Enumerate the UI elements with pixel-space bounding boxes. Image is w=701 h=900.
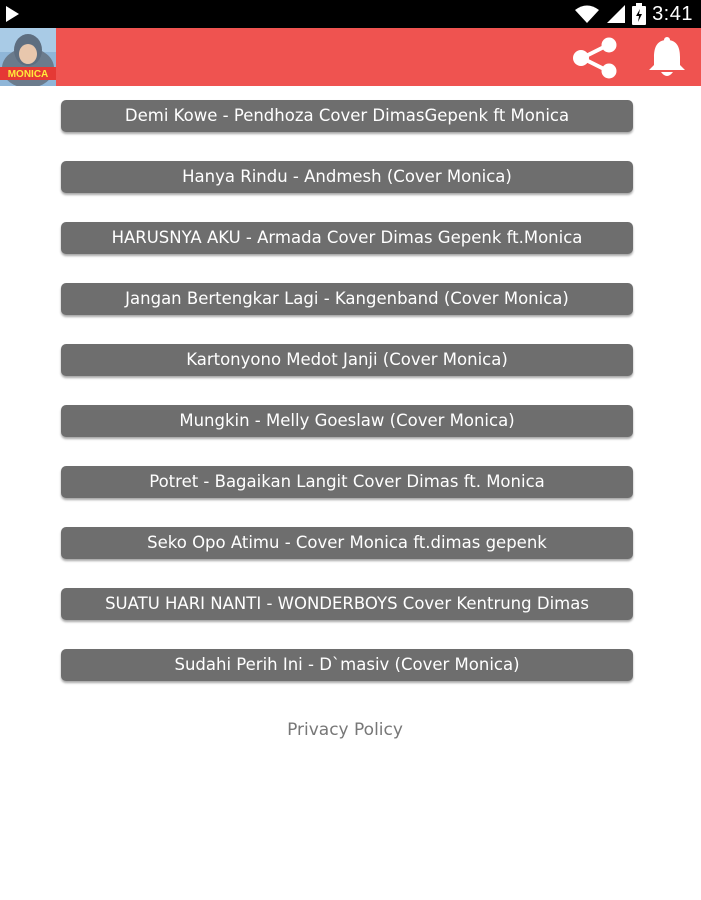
song-button[interactable]: Kartonyono Medot Janji (Cover Monica) — [61, 344, 633, 376]
bell-icon — [645, 35, 689, 79]
status-bar — [0, 0, 701, 28]
avatar[interactable] — [0, 28, 56, 86]
privacy-policy-link[interactable]: Privacy Policy — [287, 720, 403, 740]
status-icons — [574, 2, 693, 26]
song-button[interactable]: Mungkin - Melly Goeslaw (Cover Monica) — [61, 405, 633, 437]
share-button[interactable] — [570, 37, 620, 79]
song-button[interactable]: Jangan Bertengkar Lagi - Kangenband (Cover Monica) — [61, 283, 633, 315]
song-button[interactable]: Demi Kowe - Pendhoza Cover DimasGepenk ft Monica — [61, 100, 633, 132]
song-button[interactable]: HARUSNYA AKU - Armada Cover Dimas Gepenk ft.Monica — [61, 222, 633, 254]
app-bar — [0, 28, 701, 86]
share-icon — [570, 37, 620, 79]
song-button[interactable]: Seko Opo Atimu - Cover Monica ft.dimas gepenk — [61, 527, 633, 559]
notification-button[interactable] — [645, 35, 689, 79]
song-button[interactable]: Sudahi Perih Ini - D`masiv (Cover Monica) — [61, 649, 633, 681]
song-list — [61, 100, 633, 710]
song-button[interactable]: Hanya Rindu - Andmesh (Cover Monica) — [61, 161, 633, 193]
play-icon — [6, 6, 19, 22]
status-time: 3:41 — [652, 2, 693, 25]
avatar-label: MONICA — [7, 69, 49, 80]
song-button[interactable]: Potret - Bagaikan Langit Cover Dimas ft. Monica — [61, 466, 633, 498]
wifi-icon — [574, 4, 600, 24]
battery-icon — [632, 3, 646, 25]
song-button[interactable]: SUATU HARI NANTI - WONDERBOYS Cover Kentrung Dimas — [61, 588, 633, 620]
signal-icon — [606, 4, 626, 24]
